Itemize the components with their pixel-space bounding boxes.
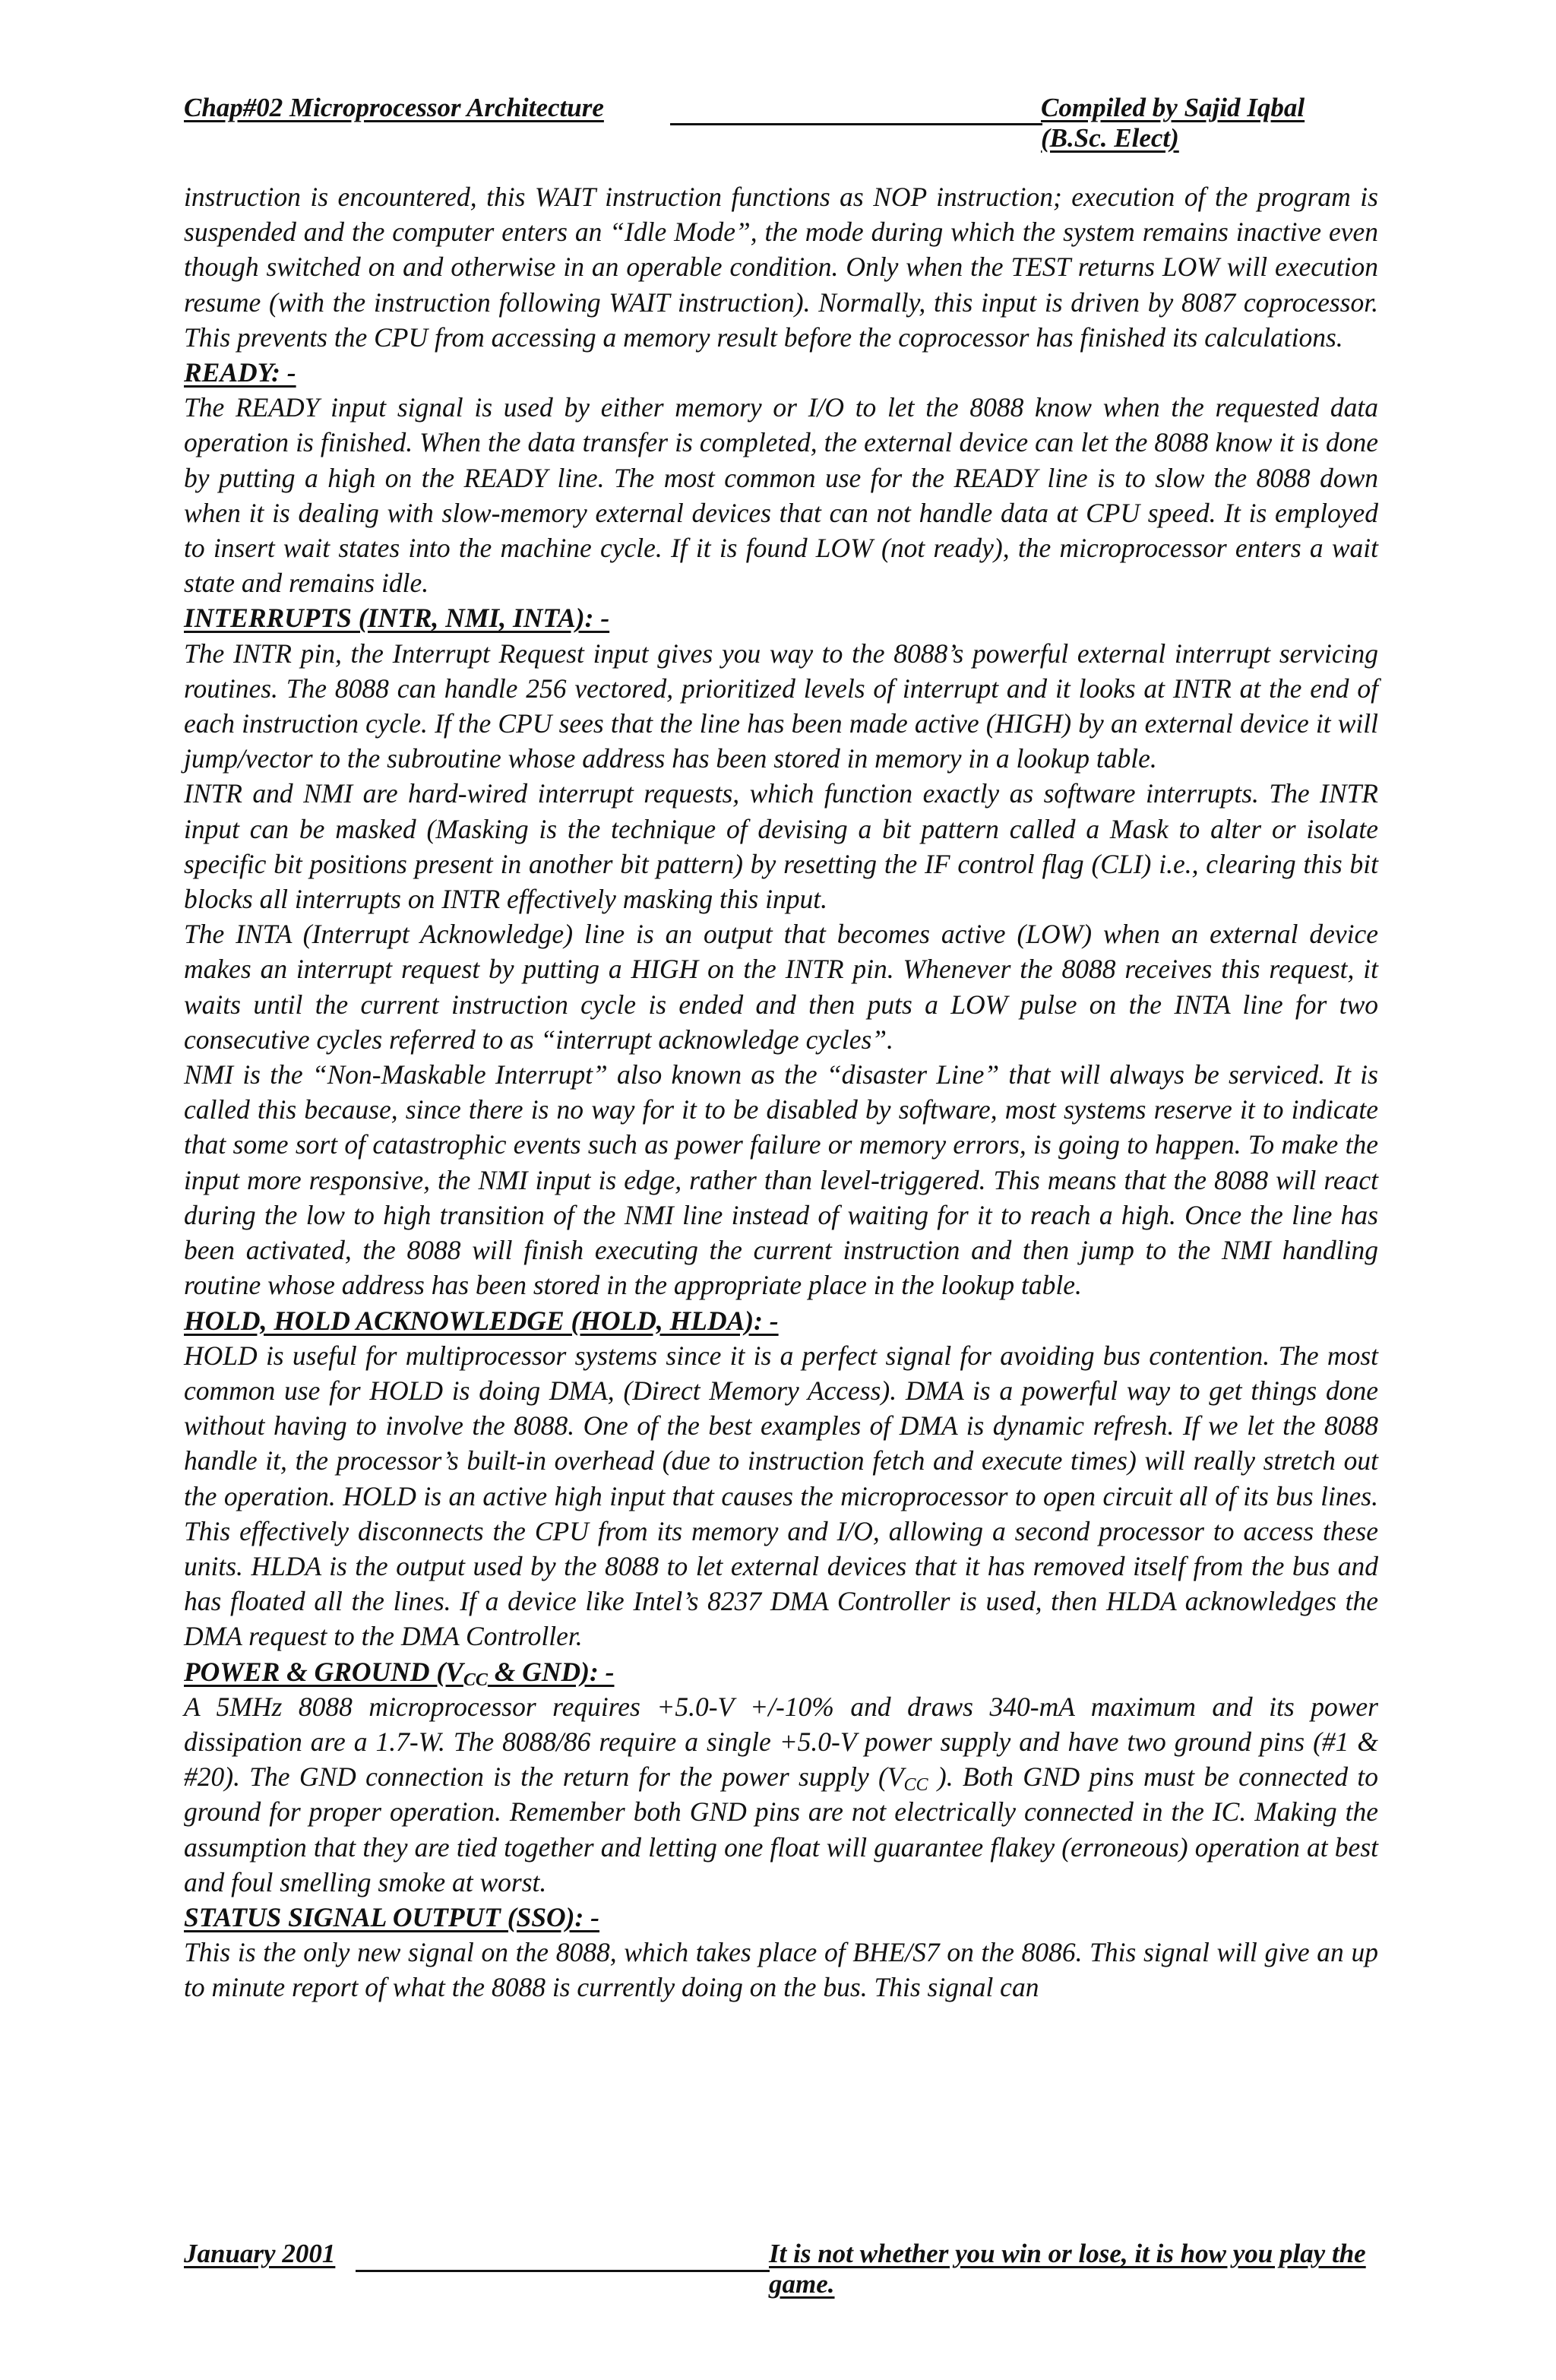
heading-ready: READY: - (184, 357, 296, 388)
paragraph-ready: The READY input signal is used by either memory or I/O to let the 8088 know when the requested data operation is finished. When the data transfer is completed, the external device can let the 8088 know it is done by putting a high on the READY line. The most common use for the READY line is to slow the 8088 down when it is dealing with slow-memory external devices that can not handle data at CPU speed. It is employed to insert wait states into the machine cycle. If it is found LOW (not ready), the microprocessor enters a wait state and remains idle. (184, 392, 1378, 599)
paragraph-power-text-a: A 5MHz 8088 microprocessor requires +5.0-V +/-10% and draws 340-mA maximum and its power dissipation are a 1.7-W. The 8088/86 require a single +5.0-V power supply and have two ground pins (#1 & #20). The GND connection is the return for the power supply (V (184, 1691, 1378, 1793)
paragraph-status-signal: This is the only new signal on the 8088, which takes place of BHE/S7 on the 8086. This signal will give an up to minute report of what the 8088 is currently doing on the bus. This signal can (184, 1937, 1378, 2003)
header-rule (670, 123, 1042, 125)
heading-hold: HOLD, HOLD ACKNOWLEDGE (HOLD, HLDA): - (184, 1305, 779, 1336)
footer-date: January 2001 (184, 2239, 336, 2268)
paragraph-power-text-b: ). Both GND pins must be connected to ground for proper operation. Remember both GND pins are not electrically connected in the IC. Making the assumption that they are tied together and letting one float will guarantee flakey (erroneous) operation at best and foul smelling smoke at worst. (184, 1761, 1378, 1897)
paragraph-power-subscript: CC (903, 1775, 928, 1796)
page-footer (184, 2239, 1369, 2299)
paragraph-nmi: NMI is the “Non-Maskable Interrupt” also known as the “disaster Line” that will always be serviced. It is called this because, since there is no way for it to be disabled by software, most systems reserve it to indicate that some sort of catastrophic events such as power failure or memory errors, is going to happen. To make the input more responsive, the NMI input is edge, rather than level-triggered. This means that the 8088 will react during the low to high transition of the NMI line instead of waiting for it to reach a high. Once the line has been activated, the 8088 will finish executing the current instruction and then jump to the NMI handling routine whose address has been stored in the appropriate place in the lookup table. (184, 1059, 1378, 1301)
paragraph-wait-continued: instruction is encountered, this WAIT instruction functions as NOP instruction; execution of the program is suspended and the computer enters an “Idle Mode”, the mode during which the system remains inactive even though switched on and otherwise in an operable condition. Only when the TEST returns LOW will execution resume (with the instruction following WAIT instruction). Normally, this input is driven by 8087 coprocessor. This prevents the CPU from accessing a memory result before the coprocessor has finished its calculations. (184, 182, 1378, 353)
page-header (184, 93, 1324, 153)
header-chapter-title: Chap#02 Microprocessor Architecture (184, 93, 604, 122)
document-body (184, 179, 1378, 2005)
footer-quote: It is not whether you win or lose, it is how you play the game. (769, 2239, 1366, 2299)
footer-rule (356, 2270, 770, 2272)
paragraph-intr-masking: INTR and NMI are hard-wired interrupt requests, which function exactly as software interrupts. The INTR input can be masked (Masking is the technique of devising a bit pattern called a Mask to alter or isolate specific bit positions present in another bit pattern) by resetting the IF control flag (CLI) i.e., clearing this bit blocks all interrupts on INTR effectively masking this input. (184, 778, 1378, 915)
heading-power-text-b: & GND): - (487, 1656, 615, 1687)
heading-status-signal: STATUS SIGNAL OUTPUT (SSO): - (184, 1901, 600, 1932)
paragraph-intr: The INTR pin, the Interrupt Request input gives you way to the 8088’s powerful external interrupt servicing routines. The 8088 can handle 256 vectored, prioritized levels of interrupt and it looks at INTR at the end of each instruction cycle. If the CPU sees that the line has been made active (HIGH) by an external device it will jump/vector to the subroutine whose address has been stored in memory in a lookup table. (184, 638, 1378, 774)
heading-power-subscript: CC (463, 1669, 488, 1690)
heading-power-text-a: POWER & GROUND (V (184, 1656, 463, 1687)
paragraph-power-ground (184, 1689, 1378, 1900)
heading-power-ground (184, 1654, 1378, 1689)
header-compiler: Compiled by Sajid Iqbal (B.Sc. Elect) (1041, 93, 1305, 153)
paragraph-inta: The INTA (Interrupt Acknowledge) line is an output that becomes active (LOW) when an external device makes an interrupt request by putting a HIGH on the INTR pin. Whenever the 8088 receives this request, it waits until the current instruction cycle is ended and then puts a LOW pulse on the INTA line for two consecutive cycles referred to as “interrupt acknowledge cycles”. (184, 919, 1378, 1055)
paragraph-hold: HOLD is useful for multiprocessor systems since it is a perfect signal for avoiding bus contention. The most common use for HOLD is doing DMA, (Direct Memory Access). DMA is a powerful way to get things done without having to involve the 8088. One of the best examples of DMA is dynamic refresh. If we let the 8088 handle it, the processor’s built-in overhead (due to instruction fetch and execute times) will really stretch out the operation. HOLD is an active high input that causes the microprocessor to open circuit all of its bus lines. This effectively disconnects the CPU from its memory and I/O, allowing a second processor to access these units. HLDA is the output used by the 8088 to let external devices that it has removed itself from the bus and has floated all the lines. If a device like Intel’s 8237 DMA Controller is used, then HLDA acknowledges the DMA request to the DMA Controller. (184, 1340, 1378, 1652)
heading-interrupts: INTERRUPTS (INTR, NMI, INTA): - (184, 603, 610, 634)
